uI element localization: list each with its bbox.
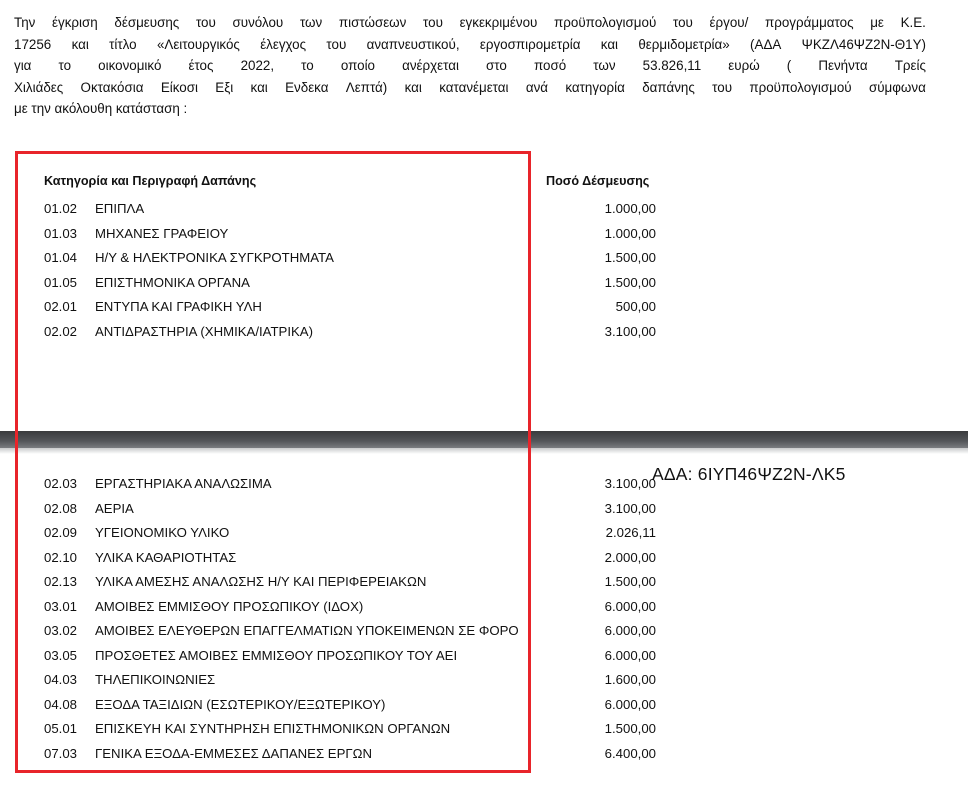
intro-word: και bbox=[404, 79, 422, 95]
intro-word: Λεπτά) bbox=[345, 79, 388, 95]
row-code: 02.08 bbox=[44, 500, 78, 516]
row-code: 03.01 bbox=[44, 598, 78, 614]
row-code: 01.05 bbox=[44, 274, 78, 290]
table-row bbox=[44, 648, 656, 668]
table-row bbox=[44, 525, 656, 545]
intro-word: Την bbox=[14, 15, 36, 30]
row-amount: 6.400,00 bbox=[604, 745, 656, 761]
intro-line-1 bbox=[14, 12, 926, 34]
intro-word: του bbox=[712, 79, 733, 95]
row-amount: 6.000,00 bbox=[604, 696, 656, 712]
intro-word: ΨΚΖΛ46ΨΖ2Ν-Θ1Υ) bbox=[801, 36, 926, 52]
row-description: ΕΡΓΑΣΤΗΡΙΑΚΑ ΑΝΑΛΩΣΙΜΑ bbox=[95, 476, 272, 491]
intro-word: Χιλιάδες bbox=[14, 79, 64, 95]
intro-word: οικονομικό bbox=[98, 58, 162, 74]
row-amount: 6.000,00 bbox=[604, 598, 656, 614]
intro-word: στο bbox=[486, 58, 507, 74]
row-code: 01.04 bbox=[44, 250, 78, 265]
intro-word: σύμφωνα bbox=[868, 79, 926, 95]
row-code: 02.13 bbox=[44, 574, 78, 589]
intro-line-2 bbox=[14, 34, 926, 56]
intro-word: με bbox=[870, 15, 884, 30]
intro-word: Ενδεκα bbox=[285, 79, 329, 95]
row-code: 02.02 bbox=[44, 323, 78, 339]
table-row bbox=[44, 697, 656, 717]
row-amount: 3.100,00 bbox=[604, 323, 656, 339]
row-code: 02.01 bbox=[44, 299, 78, 314]
row-code: 04.03 bbox=[44, 672, 78, 687]
intro-word: του bbox=[195, 15, 216, 30]
row-amount: 6.000,00 bbox=[604, 623, 656, 638]
row-code: 01.02 bbox=[44, 201, 78, 216]
intro-word: Τρείς bbox=[894, 58, 926, 74]
row-description: ΑΝΤΙΔΡΑΣΤΗΡΙΑ (ΧΗΜΙΚΑ/ΙΑΤΡΙΚΑ) bbox=[95, 323, 313, 339]
intro-line-4 bbox=[14, 77, 926, 99]
intro-word: προϋπολογισμού bbox=[554, 15, 657, 30]
intro-word: και bbox=[71, 36, 89, 52]
intro-word: ποσό bbox=[533, 58, 567, 74]
row-description: ΕΞΟΔΑ ΤΑΞΙΔΙΩΝ (ΕΣΩΤΕΡΙΚΟΥ/ΕΞΩΤΕΡΙΚΟΥ) bbox=[95, 696, 386, 712]
row-amount: 3.100,00 bbox=[604, 476, 656, 491]
table-row bbox=[44, 623, 656, 643]
intro-word: του bbox=[672, 15, 693, 30]
table-row bbox=[44, 275, 656, 295]
intro-word: τίτλο bbox=[109, 36, 137, 52]
intro-word: του bbox=[326, 36, 347, 52]
intro-word: Οκτακόσια bbox=[80, 79, 144, 95]
table-row bbox=[44, 476, 656, 496]
row-amount: 1.000,00 bbox=[604, 225, 656, 241]
intro-word: του bbox=[423, 15, 443, 30]
table-row bbox=[44, 250, 656, 270]
row-description: ΑΕΡΙΑ bbox=[95, 500, 134, 516]
intro-word: προγράμματος bbox=[765, 15, 854, 30]
intro-word: εργοσπιρομετρία bbox=[479, 36, 581, 52]
intro-word: έγκριση bbox=[52, 15, 98, 30]
row-description: ΥΛΙΚΑ ΑΜΕΣΗΣ ΑΝΑΛΩΣΗΣ Η/Υ ΚΑΙ ΠΕΡΙΦΕΡΕΙΑΚΩΝ bbox=[95, 574, 427, 589]
row-amount: 3.100,00 bbox=[604, 500, 656, 516]
intro-word: και bbox=[250, 79, 268, 95]
intro-word: το bbox=[58, 58, 72, 74]
intro-word: (ΑΔΑ bbox=[750, 36, 782, 52]
table-row bbox=[44, 550, 656, 570]
row-description: ΜΗΧΑΝΕΣ ΓΡΑΦΕΙΟΥ bbox=[95, 225, 229, 241]
intro-line-3 bbox=[14, 55, 926, 77]
intro-word: 53.826,11 bbox=[642, 58, 702, 74]
header-amount: Ποσό Δέσμευσης bbox=[546, 174, 650, 188]
intro-word: ( bbox=[786, 58, 792, 74]
table-row bbox=[44, 201, 656, 221]
row-code: 07.03 bbox=[44, 745, 78, 761]
row-code: 02.10 bbox=[44, 549, 78, 565]
intro-word: οποίο bbox=[340, 58, 376, 74]
row-code: 03.02 bbox=[44, 623, 78, 638]
row-amount: 1.600,00 bbox=[604, 672, 656, 687]
intro-word: κατηγορία bbox=[565, 79, 625, 95]
intro-word: έλεγχος bbox=[260, 36, 307, 52]
table-row bbox=[44, 226, 656, 246]
intro-word: αναπνευστικού, bbox=[366, 36, 460, 52]
intro-word: το bbox=[301, 58, 314, 74]
intro-word: 2022, bbox=[240, 58, 275, 74]
intro-word: συνόλου bbox=[232, 15, 284, 30]
intro-word: ανά bbox=[525, 79, 549, 95]
intro-line-5 bbox=[14, 98, 926, 120]
row-description: ΕΠΙΣΚΕΥΗ ΚΑΙ ΣΥΝΤΗΡΗΣΗ ΕΠΙΣΤΗΜΟΝΙΚΩΝ ΟΡΓΑΝΩΝ bbox=[95, 721, 451, 736]
row-amount: 1.500,00 bbox=[604, 250, 656, 265]
row-description: ΥΓΕΙΟΝΟΜΙΚΟ ΥΛΙΚΟ bbox=[95, 525, 230, 540]
intro-word: Πενήντα bbox=[818, 58, 868, 74]
intro-word: έτος bbox=[188, 58, 214, 74]
row-code: 03.05 bbox=[44, 647, 78, 663]
row-description: ΤΗΛΕΠΙΚΟΙΝΩΝΙΕΣ bbox=[95, 672, 216, 687]
intro-word: ανέρχεται bbox=[402, 58, 459, 74]
intro-word: των bbox=[299, 15, 323, 30]
row-code: 01.03 bbox=[44, 225, 78, 241]
row-description: ΠΡΟΣΘΕΤΕΣ ΑΜΟΙΒΕΣ ΕΜΜΙΣΘΟΥ ΠΡΟΣΩΠΙΚΟΥ ΤΟΥ ΑΕΙ bbox=[95, 647, 458, 663]
intro-word: πιστώσεων bbox=[338, 15, 407, 30]
table-row bbox=[44, 324, 656, 344]
row-description: ΕΠΙΠΛΑ bbox=[95, 201, 145, 216]
intro-word: έργου/ bbox=[709, 15, 749, 30]
intro-word: Εξι bbox=[215, 79, 234, 95]
table-row bbox=[44, 299, 656, 319]
table-row bbox=[44, 746, 656, 766]
intro-word: «Λειτουργικός bbox=[156, 36, 240, 52]
row-description: ΥΛΙΚΑ ΚΑΘΑΡΙΟΤΗΤΑΣ bbox=[95, 549, 237, 565]
row-code: 02.09 bbox=[44, 525, 78, 540]
table-row bbox=[44, 721, 656, 741]
row-amount: 2.000,00 bbox=[604, 549, 656, 565]
row-amount: 6.000,00 bbox=[604, 647, 656, 663]
intro-word: Κ.Ε. bbox=[900, 15, 926, 30]
intro-word: Είκοσι bbox=[160, 79, 198, 95]
intro-word: δαπάνης bbox=[642, 79, 695, 95]
ada-stamp: ΑΔΑ: 6ΙΥΠ46ΨΖ2Ν-ΛΚ5 bbox=[652, 464, 846, 484]
intro-word: εγκεκριμένου bbox=[459, 15, 538, 30]
table-row bbox=[44, 501, 656, 521]
row-code: 02.03 bbox=[44, 476, 78, 491]
row-description: ΕΠΙΣΤΗΜΟΝΙΚΑ ΟΡΓΑΝΑ bbox=[95, 274, 250, 290]
intro-word: των bbox=[593, 58, 616, 74]
row-description: Η/Υ & ΗΛΕΚΤΡΟΝΙΚΑ ΣΥΓΚΡΟΤΗΜΑΤΑ bbox=[95, 250, 334, 265]
table-row bbox=[44, 599, 656, 619]
intro-word: για bbox=[14, 58, 32, 74]
intro-word: και bbox=[600, 36, 619, 52]
row-description: ΑΜΟΙΒΕΣ ΕΛΕΥΘΕΡΩΝ ΕΠΑΓΓΕΛΜΑΤΙΩΝ ΥΠΟΚΕΙΜΕΝΩΝ ΣΕ ΦΟΡΟ bbox=[95, 623, 519, 638]
intro-word: ευρώ bbox=[728, 58, 760, 74]
intro-word: 17256 bbox=[14, 36, 52, 52]
row-description: ΑΜΟΙΒΕΣ ΕΜΜΙΣΘΟΥ ΠΡΟΣΩΠΙΚΟΥ (ΙΔΟΧ) bbox=[95, 598, 364, 614]
intro-word: κατανέμεται bbox=[439, 79, 509, 95]
row-amount: 1.000,00 bbox=[604, 201, 656, 216]
row-amount: 1.500,00 bbox=[604, 721, 656, 736]
intro-word: δέσμευσης bbox=[114, 15, 180, 30]
row-description: ΕΝΤΥΠΑ ΚΑΙ ΓΡΑΦΙΚΗ ΥΛΗ bbox=[95, 299, 262, 314]
intro-word: προϋπολογισμού bbox=[749, 79, 852, 95]
row-amount: 1.500,00 bbox=[604, 274, 656, 290]
table-row bbox=[44, 672, 656, 692]
page-break-shadow bbox=[0, 448, 968, 454]
page-break-divider bbox=[0, 431, 968, 448]
intro-paragraph bbox=[14, 12, 926, 120]
header-category: Κατηγορία και Περιγραφή Δαπάνης bbox=[44, 174, 257, 188]
intro-word: με την ακόλουθη κατάσταση : bbox=[14, 101, 188, 117]
row-description: ΓΕΝΙΚΑ ΕΞΟΔΑ-ΕΜΜΕΣΕΣ ΔΑΠΑΝΕΣ ΕΡΓΩΝ bbox=[95, 745, 373, 761]
row-code: 05.01 bbox=[44, 721, 78, 736]
table-row bbox=[44, 574, 656, 594]
row-amount: 2.026,11 bbox=[605, 525, 656, 540]
row-amount: 500,00 bbox=[615, 299, 656, 314]
row-code: 04.08 bbox=[44, 696, 78, 712]
row-amount: 1.500,00 bbox=[604, 574, 656, 589]
intro-word: θερμιδομετρία» bbox=[638, 36, 730, 52]
